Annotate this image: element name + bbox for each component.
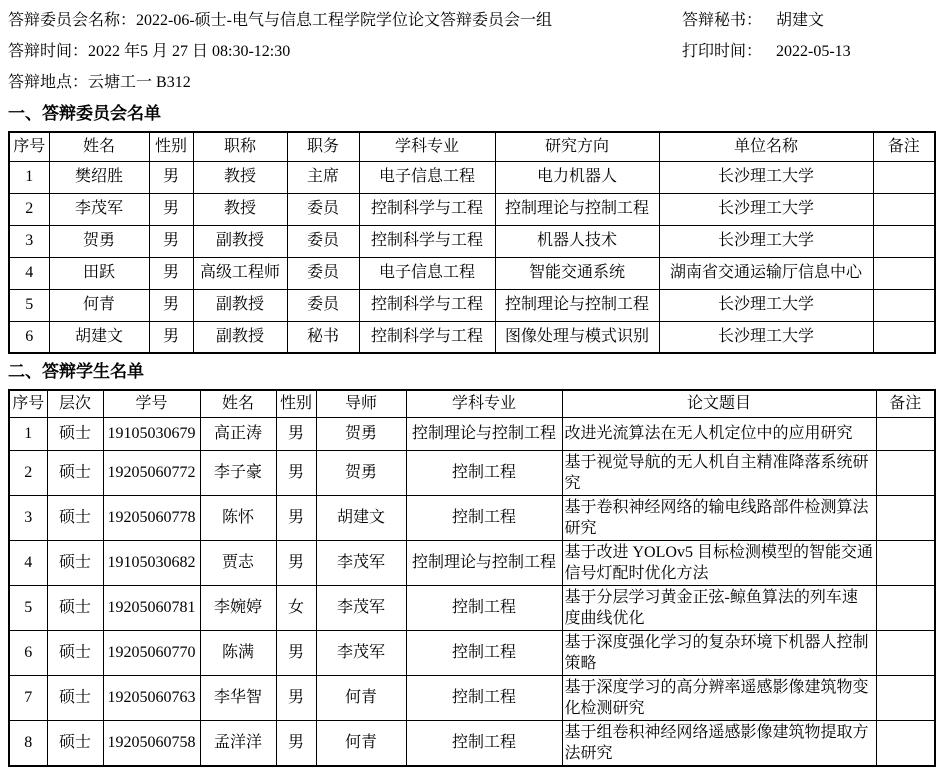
table-cell: 基于分层学习黄金正弦-鲸鱼算法的列车速度曲线优化 xyxy=(562,585,876,630)
table-cell xyxy=(876,540,935,585)
table-cell: 控制工程 xyxy=(406,720,562,766)
table-cell xyxy=(873,257,935,289)
table-cell: 5 xyxy=(9,289,49,321)
table-cell: 何青 xyxy=(316,675,406,720)
table-cell: 秘书 xyxy=(287,321,359,353)
column-header: 姓名 xyxy=(200,390,276,417)
table-cell xyxy=(876,417,935,450)
table-cell: 基于深度强化学习的复杂环境下机器人控制策略 xyxy=(562,630,876,675)
table-cell: 男 xyxy=(149,225,193,257)
column-header: 序号 xyxy=(9,390,47,417)
table-cell: 控制科学与工程 xyxy=(359,321,495,353)
table-cell: 田跃 xyxy=(49,257,149,289)
table-cell: 电子信息工程 xyxy=(359,257,495,289)
column-header: 导师 xyxy=(316,390,406,417)
table-cell: 陈满 xyxy=(200,630,276,675)
table-cell: 教授 xyxy=(193,193,287,225)
table-row xyxy=(9,720,935,766)
defense-location-line xyxy=(8,72,191,94)
table-cell: 男 xyxy=(276,495,316,540)
table-cell: 李华智 xyxy=(200,675,276,720)
committee-name-line xyxy=(8,10,552,32)
table-cell: 教授 xyxy=(193,161,287,193)
header-row-2 xyxy=(8,41,934,63)
table-cell: 19205060772 xyxy=(103,450,200,495)
column-header: 单位名称 xyxy=(659,132,873,161)
table-cell: 胡建文 xyxy=(49,321,149,353)
table-row xyxy=(9,630,935,675)
table-cell: 6 xyxy=(9,321,49,353)
table-cell: 基于改进 YOLOv5 目标检测模型的智能交通信号灯配时优化方法 xyxy=(562,540,876,585)
table-row xyxy=(9,193,935,225)
committee-table-header-row xyxy=(9,132,935,161)
table-cell: 6 xyxy=(9,630,47,675)
committee-section-title: 一、答辩委员会名单 xyxy=(8,104,161,123)
table-cell: 湖南省交通运输厅信息中心 xyxy=(659,257,873,289)
table-cell: 委员 xyxy=(287,289,359,321)
table-cell: 主席 xyxy=(287,161,359,193)
table-cell: 控制理论与控制工程 xyxy=(495,193,659,225)
document-header xyxy=(8,10,934,94)
column-header: 层次 xyxy=(47,390,103,417)
header-row-3 xyxy=(8,72,934,94)
table-cell: 8 xyxy=(9,720,47,766)
table-cell: 贺勇 xyxy=(49,225,149,257)
table-cell: 男 xyxy=(149,161,193,193)
table-cell xyxy=(873,161,935,193)
table-row xyxy=(9,540,935,585)
table-cell: 李婉婷 xyxy=(200,585,276,630)
table-cell: 基于视觉导航的无人机自主精准降落系统研究 xyxy=(562,450,876,495)
committee-table xyxy=(8,131,936,354)
header-right-spacer xyxy=(682,72,934,94)
table-cell xyxy=(873,289,935,321)
table-cell: 19205060778 xyxy=(103,495,200,540)
table-cell: 控制工程 xyxy=(406,675,562,720)
table-cell: 控制理论与控制工程 xyxy=(406,540,562,585)
column-header: 职务 xyxy=(287,132,359,161)
table-cell: 硕士 xyxy=(47,630,103,675)
table-cell: 李茂军 xyxy=(316,630,406,675)
table-cell: 贺勇 xyxy=(316,417,406,450)
print-time-label: 打印时间： xyxy=(682,43,763,60)
table-cell: 硕士 xyxy=(47,585,103,630)
column-header: 学科专业 xyxy=(406,390,562,417)
table-cell: 硕士 xyxy=(47,675,103,720)
table-cell: 基于组卷积神经网络遥感影像建筑物提取方法研究 xyxy=(562,720,876,766)
table-cell: 19205060763 xyxy=(103,675,200,720)
defense-time-label: 答辩时间： xyxy=(8,43,89,60)
defense-location-value: 云塘工一 B312 xyxy=(88,74,191,91)
table-cell: 长沙理工大学 xyxy=(659,193,873,225)
table-cell: 贺勇 xyxy=(316,450,406,495)
students-table-header-row xyxy=(9,390,935,417)
table-cell: 硕士 xyxy=(47,495,103,540)
table-row xyxy=(9,585,935,630)
table-cell: 图像处理与模式识别 xyxy=(495,321,659,353)
table-cell: 硕士 xyxy=(47,450,103,495)
table-cell: 控制科学与工程 xyxy=(359,193,495,225)
table-cell: 男 xyxy=(149,289,193,321)
table-cell: 孟洋洋 xyxy=(200,720,276,766)
column-header: 学科专业 xyxy=(359,132,495,161)
column-header: 备注 xyxy=(876,390,935,417)
table-cell: 控制工程 xyxy=(406,495,562,540)
table-cell: 控制科学与工程 xyxy=(359,289,495,321)
table-cell: 控制理论与控制工程 xyxy=(406,417,562,450)
table-cell xyxy=(876,585,935,630)
column-header: 备注 xyxy=(873,132,935,161)
table-cell: 控制工程 xyxy=(406,585,562,630)
table-cell: 硕士 xyxy=(47,540,103,585)
table-cell: 男 xyxy=(276,675,316,720)
column-header: 性别 xyxy=(276,390,316,417)
table-cell: 4 xyxy=(9,540,47,585)
table-cell: 控制科学与工程 xyxy=(359,225,495,257)
table-cell: 智能交通系统 xyxy=(495,257,659,289)
table-row xyxy=(9,417,935,450)
column-header: 性别 xyxy=(149,132,193,161)
table-cell: 男 xyxy=(276,630,316,675)
column-header: 职称 xyxy=(193,132,287,161)
table-cell: 樊绍胜 xyxy=(49,161,149,193)
column-header: 论文题目 xyxy=(562,390,876,417)
table-cell: 7 xyxy=(9,675,47,720)
students-section-title: 二、答辩学生名单 xyxy=(8,362,144,381)
column-header: 姓名 xyxy=(49,132,149,161)
table-cell: 控制工程 xyxy=(406,450,562,495)
table-cell: 电子信息工程 xyxy=(359,161,495,193)
table-cell xyxy=(876,720,935,766)
table-row xyxy=(9,675,935,720)
table-cell xyxy=(873,225,935,257)
table-row xyxy=(9,321,935,353)
committee-name-value: 2022-06-硕士-电气与信息工程学院学位论文答辩委员会一组 xyxy=(136,12,553,29)
students-table xyxy=(8,389,936,767)
table-cell: 长沙理工大学 xyxy=(659,289,873,321)
defense-time-value: 2022 年5 月 27 日 08:30-12:30 xyxy=(88,43,291,60)
table-cell: 1 xyxy=(9,417,47,450)
table-row xyxy=(9,161,935,193)
table-cell: 男 xyxy=(276,450,316,495)
table-cell: 李茂军 xyxy=(316,540,406,585)
table-row xyxy=(9,450,935,495)
table-cell: 男 xyxy=(276,417,316,450)
table-cell: 3 xyxy=(9,495,47,540)
table-cell: 何青 xyxy=(49,289,149,321)
table-row xyxy=(9,289,935,321)
table-cell: 委员 xyxy=(287,225,359,257)
column-header: 学号 xyxy=(103,390,200,417)
table-cell: 长沙理工大学 xyxy=(659,321,873,353)
header-row-1 xyxy=(8,10,934,32)
table-cell xyxy=(873,321,935,353)
table-cell: 3 xyxy=(9,225,49,257)
table-cell: 19205060758 xyxy=(103,720,200,766)
defense-location-label: 答辩地点： xyxy=(8,74,89,91)
table-cell: 男 xyxy=(149,193,193,225)
table-cell: 长沙理工大学 xyxy=(659,225,873,257)
table-cell: 19205060770 xyxy=(103,630,200,675)
table-cell: 电力机器人 xyxy=(495,161,659,193)
print-time-line xyxy=(682,41,934,63)
table-row xyxy=(9,257,935,289)
table-cell: 控制理论与控制工程 xyxy=(495,289,659,321)
table-cell: 副教授 xyxy=(193,321,287,353)
table-cell: 副教授 xyxy=(193,225,287,257)
table-cell: 硕士 xyxy=(47,720,103,766)
table-cell: 委员 xyxy=(287,193,359,225)
table-cell xyxy=(876,630,935,675)
table-cell: 副教授 xyxy=(193,289,287,321)
table-cell: 高正涛 xyxy=(200,417,276,450)
table-cell: 委员 xyxy=(287,257,359,289)
table-cell: 女 xyxy=(276,585,316,630)
column-header: 序号 xyxy=(9,132,49,161)
table-cell: 19205060781 xyxy=(103,585,200,630)
table-cell: 改进光流算法在无人机定位中的应用研究 xyxy=(562,417,876,450)
table-cell: 李子豪 xyxy=(200,450,276,495)
table-cell: 何青 xyxy=(316,720,406,766)
table-cell: 李茂军 xyxy=(316,585,406,630)
secretary-line xyxy=(682,10,934,32)
table-cell: 陈怀 xyxy=(200,495,276,540)
table-cell: 1 xyxy=(9,161,49,193)
table-cell: 4 xyxy=(9,257,49,289)
table-row xyxy=(9,495,935,540)
print-time-value: 2022-05-13 xyxy=(776,43,851,60)
table-cell xyxy=(876,450,935,495)
secretary-label: 答辩秘书： xyxy=(682,12,763,29)
table-cell: 5 xyxy=(9,585,47,630)
table-cell: 男 xyxy=(276,720,316,766)
table-cell: 控制工程 xyxy=(406,630,562,675)
table-cell: 2 xyxy=(9,193,49,225)
table-cell: 长沙理工大学 xyxy=(659,161,873,193)
table-cell: 基于深度学习的高分辨率遥感影像建筑物变化检测研究 xyxy=(562,675,876,720)
table-cell: 男 xyxy=(149,257,193,289)
table-cell xyxy=(876,675,935,720)
table-cell: 19105030682 xyxy=(103,540,200,585)
table-row xyxy=(9,225,935,257)
table-cell: 高级工程师 xyxy=(193,257,287,289)
table-cell xyxy=(876,495,935,540)
table-cell: 2 xyxy=(9,450,47,495)
table-cell: 男 xyxy=(276,540,316,585)
table-cell: 基于卷积神经网络的输电线路部件检测算法研究 xyxy=(562,495,876,540)
table-cell: 胡建文 xyxy=(316,495,406,540)
table-cell: 李茂军 xyxy=(49,193,149,225)
defense-time-line xyxy=(8,41,290,63)
table-cell: 男 xyxy=(149,321,193,353)
table-cell: 19105030679 xyxy=(103,417,200,450)
table-cell: 硕士 xyxy=(47,417,103,450)
committee-name-label: 答辩委员会名称： xyxy=(8,12,137,29)
secretary-value: 胡建文 xyxy=(776,12,825,29)
table-cell xyxy=(873,193,935,225)
column-header: 研究方向 xyxy=(495,132,659,161)
table-cell: 机器人技术 xyxy=(495,225,659,257)
table-cell: 贾志 xyxy=(200,540,276,585)
